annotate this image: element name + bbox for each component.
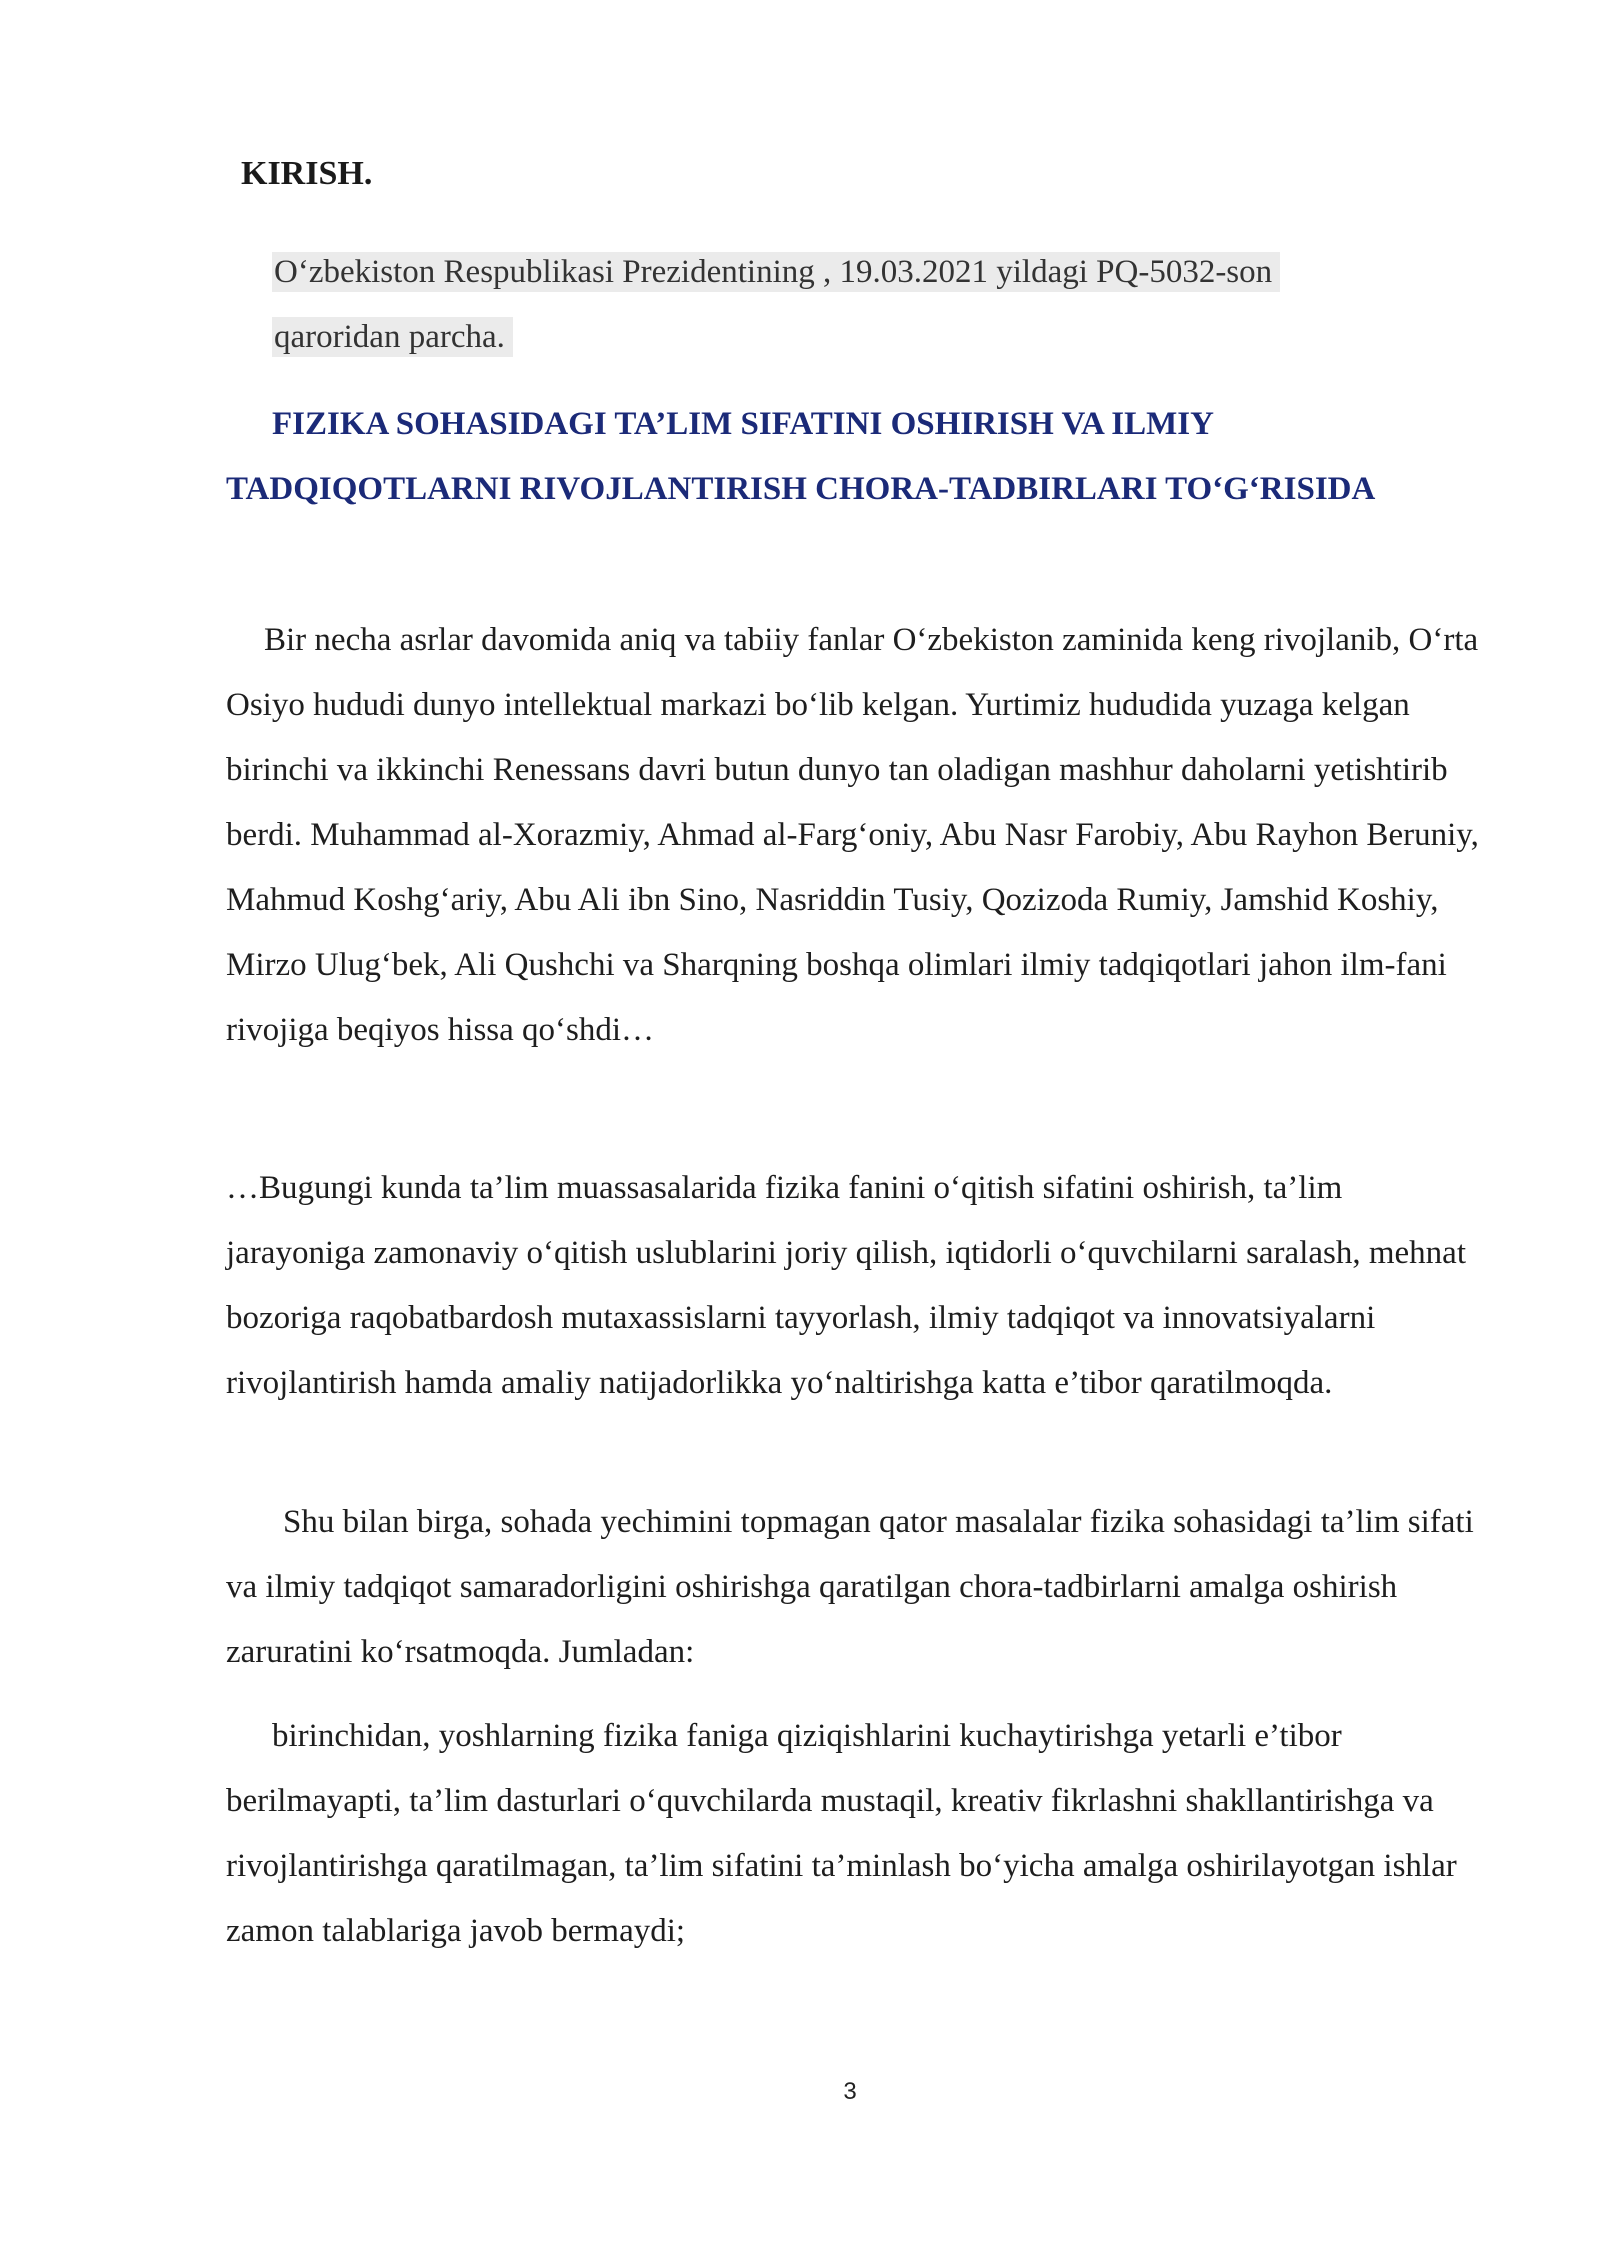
paragraph-today: …Bugungi kunda ta’lim muassasalarida fizika fanini o‘qitish sifatini oshirish, ta’lim jarayoniga zamonaviy o‘qitish uslublarini joriy qilish, iqtidorli o‘quvchilarni saralash, mehnat bozoriga raqobatbardosh mutaxassislarni tayyorlash, ilmiy tadqiqot va innovatsiyalarni rivojlantirish hamda amaliy natijadorlikka yo‘naltirishga katta e’tibor qaratilmoqda. — [226, 1170, 1466, 1401]
decree-title: FIZIKA SOHASIDAGI TA’LIM SIFATINI OSHIRISH VA ILMIY TADQIQOTLARNI RIVOJLANTIRISH CHORA-TADBIRLARI TO‘G‘RISIDA — [226, 406, 1376, 507]
decree-reference-line-2: qaroridan parcha. — [272, 317, 513, 357]
paragraph-history: Bir necha asrlar davomida aniq va tabiiy fanlar O‘zbekiston zaminida keng rivojlanib, O‘rta Osiyo hududi dunyo intellektual markazi bo‘lib kelgan. Yurtimiz hududida yuzaga kelgan birinchi va ikkinchi Renessans davri butun dunyo tan oladigan mashhur daholarni yetishtirib berdi. Muhammad al-Xorazmiy, Ahmad al-Farg‘oniy, Abu Nasr Farobiy, Abu Rayhon Beruniy, Mahmud Koshg‘ariy, Abu Ali ibn Sino, Nasriddin Tusiy, Qozizoda Rumiy, Jamshid Koshiy, Mirzo Ulug‘bek, Ali Qushchi va Sharqning boshqa olimlari ilmiy tadqiqotlari jahon ilm-fani rivojiga beqiyos hissa qo‘shdi… — [226, 622, 1479, 1048]
paragraph-problems: Shu bilan birga, sohada yechimini topmagan qator masalalar fizika sohasidagi ta’lim sifati va ilmiy tadqiqot samaradorligini oshirishga qaratilgan chora-tadbirlarni amalga oshirish zaruratini ko‘rsatmoqda. Jumladan: — [226, 1504, 1474, 1670]
decree-reference-line-1: O‘zbekiston Respublikasi Prezidentining , 19.03.2021 yildagi PQ-5032-son — [272, 252, 1280, 292]
decree-reference — [272, 240, 1432, 370]
paragraph-firstly: birinchidan, yoshlarning fizika faniga qiziqishlarini kuchaytirishga yetarli e’tibor berilmayapti, ta’lim dasturlari o‘quvchilarda mustaqil, kreativ fikrlashni shakllantirishga va rivojlantirishga qaratilmagan, ta’lim sifatini ta’minlash bo‘yicha amalga oshirilayotgan ishlar zamon talablariga javob bermaydi; — [226, 1718, 1457, 1949]
section-heading: KIRISH. — [241, 155, 373, 192]
page-number: 3 — [843, 2078, 857, 2105]
